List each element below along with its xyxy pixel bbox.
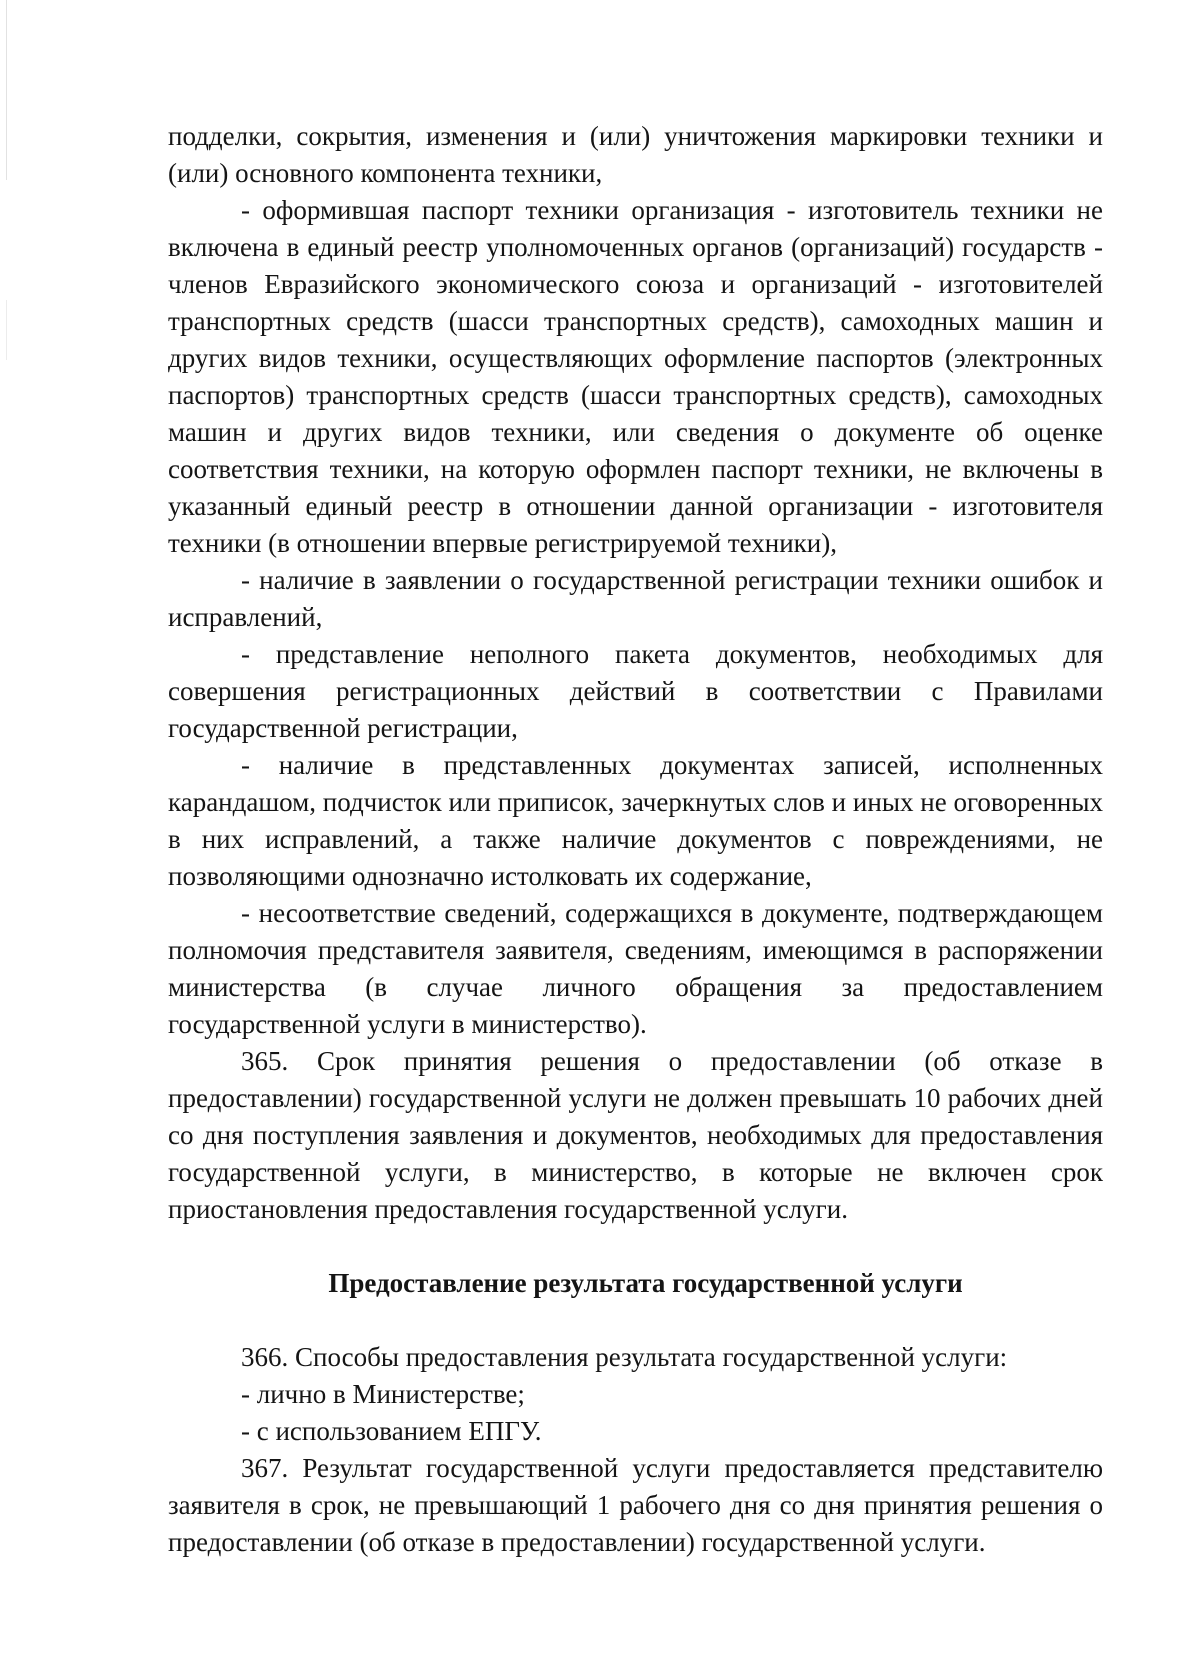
paragraphs-after-heading — [168, 1339, 1103, 1561]
section-heading: Предоставление результата государственной услуги — [328, 1268, 963, 1298]
paragraph: 366. Способы предоставления результата государственной услуги: — [241, 1342, 1008, 1372]
scan-edge-line — [6, 0, 7, 180]
paragraph: - наличие в заявлении о государственной регистрации техники ошибок и исправлений, — [168, 565, 1103, 632]
paragraph: подделки, сокрытия, изменения и (или) уничтожения маркировки техники и (или) основного компонента техники, — [168, 121, 1103, 188]
paragraph: 367. Результат государственной услуги предоставляется представителю заявителя в срок, не превышающий 1 рабочего дня со дня принятия решения о предоставлении (об отказе в предоставлении) государственной услуги. — [168, 1453, 1103, 1557]
document-body — [168, 118, 1103, 1561]
paragraph: - представление неполного пакета документов, необходимых для совершения регистрационных действий в соответствии с Правилами государственной регистрации, — [168, 639, 1103, 743]
paragraph: - с использованием ЕПГУ. — [241, 1416, 542, 1446]
paragraph: 365. Срок принятия решения о предоставлении (об отказе в предоставлении) государственной услуги не должен превышать 10 рабочих дней со дня поступления заявления и документов, необходимых для предоставления государственной услуги, в министерство, в которые не включен срок приостановления предоставления государственной услуги. — [168, 1046, 1103, 1224]
paragraphs-before-heading — [168, 118, 1103, 1228]
paragraph: - лично в Министерстве; — [241, 1379, 525, 1409]
scan-edge-line — [6, 300, 7, 360]
paragraph: - наличие в представленных документах записей, исполненных карандашом, подчисток или приписок, зачеркнутых слов и иных не оговоренных в них исправлений, а также наличие документов с повреждениями, не позволяющими однозначно истолковать их содержание, — [168, 750, 1103, 891]
paragraph: - несоответствие сведений, содержащихся в документе, подтверждающем полномочия представителя заявителя, сведениям, имеющимся в распоряжении министерства (в случае личного обращения за предоставлением государственной услуги в министерство). — [168, 898, 1103, 1039]
paragraph: - оформившая паспорт техники организация - изготовитель техники не включена в единый реестр уполномоченных органов (организаций) государств - членов Евразийского экономического союза и организаций - изготовителей транспортных средств (шасси транспортных средств), самоходных машин и других видов техники, осуществляющих оформление паспортов (электронных паспортов) транспортных средств (шасси транспортных средств), самоходных машин и других видов техники, или сведения о документе об оценке соответствия техники, на которую оформлен паспорт техники, не включены в указанный единый реестр в отношении данной организации - изготовителя техники (в отношении впервые регистрируемой техники), — [168, 195, 1103, 558]
